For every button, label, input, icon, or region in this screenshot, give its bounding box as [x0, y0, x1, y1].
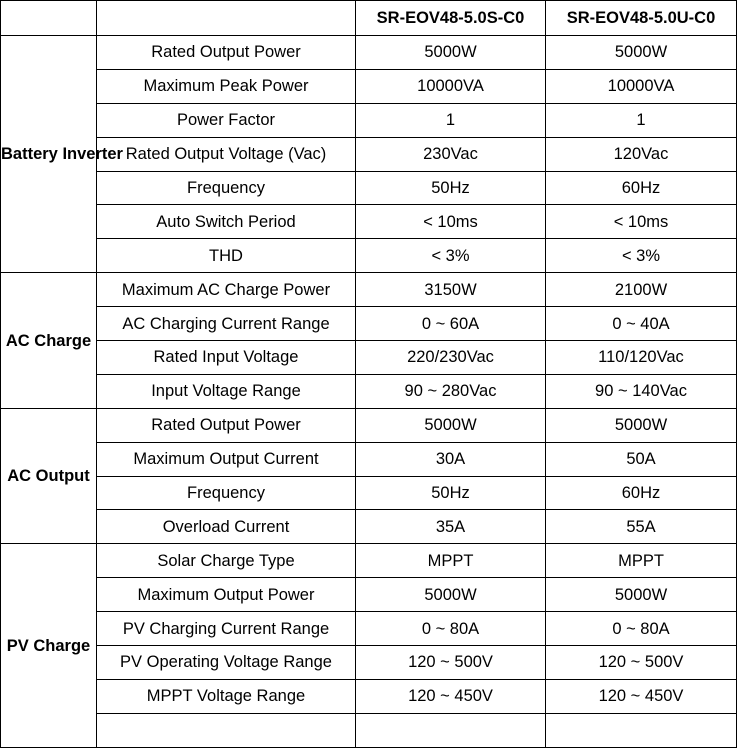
- table-row: [1, 612, 737, 646]
- param-cell: Maximum Peak Power: [97, 69, 356, 103]
- model-s-value: 1: [356, 103, 546, 137]
- model-u-value: 120 ~ 450V: [546, 679, 737, 713]
- table-row: [1, 239, 737, 273]
- param-cell: MPPT Voltage Range: [97, 679, 356, 713]
- param-cell: Maximum AC Charge Power: [97, 273, 356, 307]
- param-cell: Power Factor: [97, 103, 356, 137]
- table-row: [1, 510, 737, 544]
- model-s-value: 120 ~ 450V: [356, 679, 546, 713]
- param-cell: [97, 713, 356, 747]
- header-row: [1, 1, 737, 36]
- model-u-value: 90 ~ 140Vac: [546, 374, 737, 408]
- model-s-value: 90 ~ 280Vac: [356, 374, 546, 408]
- group-label: Battery Inverter: [1, 36, 97, 273]
- table-row: [1, 374, 737, 408]
- model-u-value: 110/120Vac: [546, 341, 737, 375]
- model-u-value: 5000W: [546, 578, 737, 612]
- model-u-value: 50A: [546, 442, 737, 476]
- model-s-value: 3150W: [356, 273, 546, 307]
- model-s-value: 30A: [356, 442, 546, 476]
- table-row: [1, 713, 737, 747]
- model-u-value: 120Vac: [546, 137, 737, 171]
- header-blank-cell: [1, 1, 97, 36]
- param-cell: Rated Output Power: [97, 408, 356, 442]
- model-u-value: 1: [546, 103, 737, 137]
- table-row: [1, 307, 737, 341]
- model-u-value: 120 ~ 500V: [546, 646, 737, 680]
- param-cell: Maximum Output Current: [97, 442, 356, 476]
- param-cell: Auto Switch Period: [97, 205, 356, 239]
- param-cell: Overload Current: [97, 510, 356, 544]
- model-u-value: [546, 713, 737, 747]
- param-cell: PV Operating Voltage Range: [97, 646, 356, 680]
- header-blank-cell: [97, 1, 356, 36]
- group-label: AC Charge: [1, 273, 97, 409]
- table-row: [1, 578, 737, 612]
- model-s-value: 5000W: [356, 36, 546, 70]
- model-u-value: 60Hz: [546, 476, 737, 510]
- table-row: [1, 341, 737, 375]
- model-u-value: MPPT: [546, 544, 737, 578]
- model-u-value: 55A: [546, 510, 737, 544]
- table-row: [1, 679, 737, 713]
- table-row: [1, 171, 737, 205]
- param-cell: PV Charging Current Range: [97, 612, 356, 646]
- model-s-value: 230Vac: [356, 137, 546, 171]
- param-cell: Input Voltage Range: [97, 374, 356, 408]
- param-cell: Solar Charge Type: [97, 544, 356, 578]
- spec-table-body: [1, 1, 737, 748]
- group-label: PV Charge: [1, 544, 97, 747]
- model-u-value: 0 ~ 80A: [546, 612, 737, 646]
- model-s-value: [356, 713, 546, 747]
- model-s-value: MPPT: [356, 544, 546, 578]
- param-cell: AC Charging Current Range: [97, 307, 356, 341]
- table-row: [1, 205, 737, 239]
- model-u-header: SR-EOV48-5.0U-C0: [546, 1, 737, 36]
- table-row: [1, 408, 737, 442]
- table-row: [1, 103, 737, 137]
- model-s-value: 35A: [356, 510, 546, 544]
- table-row: [1, 442, 737, 476]
- table-row: [1, 646, 737, 680]
- model-s-value: 5000W: [356, 578, 546, 612]
- model-u-value: 5000W: [546, 36, 737, 70]
- model-u-value: 0 ~ 40A: [546, 307, 737, 341]
- model-s-value: 50Hz: [356, 171, 546, 205]
- param-cell: Rated Output Voltage (Vac): [97, 137, 356, 171]
- param-cell: Frequency: [97, 171, 356, 205]
- table-row: [1, 476, 737, 510]
- param-cell: Rated Output Power: [97, 36, 356, 70]
- model-u-value: 60Hz: [546, 171, 737, 205]
- model-s-value: 220/230Vac: [356, 341, 546, 375]
- model-s-header: SR-EOV48-5.0S-C0: [356, 1, 546, 36]
- model-u-value: < 3%: [546, 239, 737, 273]
- table-row: [1, 544, 737, 578]
- table-row: [1, 69, 737, 103]
- model-u-value: 5000W: [546, 408, 737, 442]
- model-s-value: 0 ~ 80A: [356, 612, 546, 646]
- model-u-value: 10000VA: [546, 69, 737, 103]
- param-cell: Maximum Output Power: [97, 578, 356, 612]
- table-row: [1, 36, 737, 70]
- model-s-value: 10000VA: [356, 69, 546, 103]
- model-s-value: 5000W: [356, 408, 546, 442]
- model-s-value: 120 ~ 500V: [356, 646, 546, 680]
- model-s-value: 50Hz: [356, 476, 546, 510]
- param-cell: Frequency: [97, 476, 356, 510]
- model-s-value: < 10ms: [356, 205, 546, 239]
- group-label: AC Output: [1, 408, 97, 544]
- param-cell: THD: [97, 239, 356, 273]
- model-s-value: 0 ~ 60A: [356, 307, 546, 341]
- model-u-value: 2100W: [546, 273, 737, 307]
- table-row: [1, 273, 737, 307]
- param-cell: Rated Input Voltage: [97, 341, 356, 375]
- model-s-value: < 3%: [356, 239, 546, 273]
- model-u-value: < 10ms: [546, 205, 737, 239]
